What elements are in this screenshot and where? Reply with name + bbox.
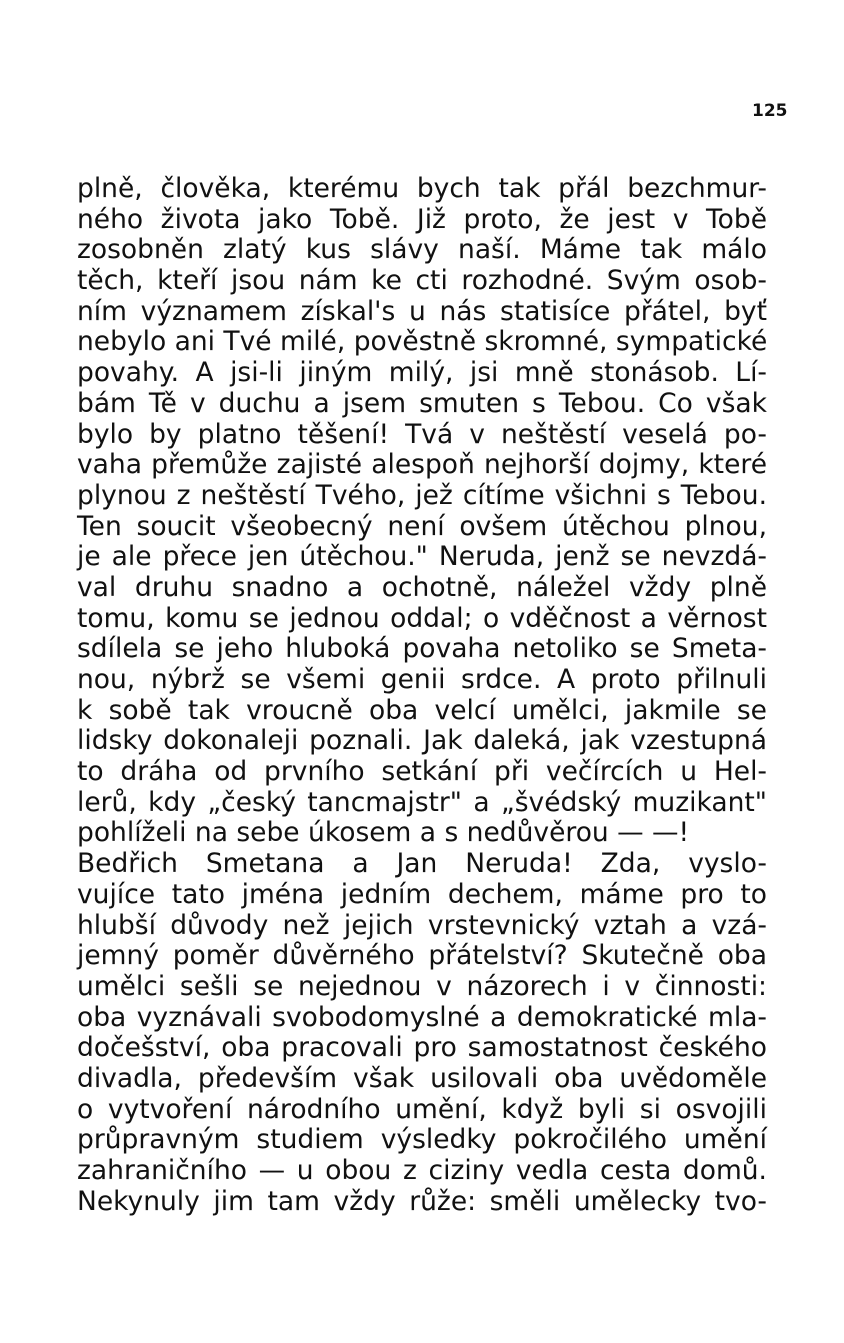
text-line: je ale přece jen útěchou." Neruda, jenž se nevzdá-	[77, 541, 767, 573]
text-line: ním významem získal's u nás statisíce přátel, byť	[77, 295, 767, 327]
text-line: vujíce tato jména jedním dechem, máme pro to	[77, 878, 767, 910]
text-line: těch, kteří jsou nám ke cti rozhodné. Svým osob-	[77, 265, 767, 297]
text-line: nou, nýbrž se všemi genii srdce. A proto přilnuli	[77, 664, 767, 695]
text-line: zahraničního — u obou z ciziny vedla cesta domů.	[77, 1155, 767, 1186]
text-line: jemný poměr důvěrného přátelství? Skutečně oba	[77, 940, 767, 972]
paragraph-start-line: Bedřich Smetana a Jan Neruda! Zda, vyslo-	[77, 848, 767, 880]
text-line: plynou z neštěstí Tvého, jež cítíme všichni s Tebou.	[77, 479, 767, 511]
text-line: dočešství, oba pracovali pro samostatnost českého	[77, 1032, 767, 1064]
text-line: sdílela se jeho hluboká povaha netoliko se Smeta-	[77, 633, 767, 665]
text-line: divadla, především však usilovali oba uvědoměle	[77, 1062, 767, 1094]
text-line: bám Tě v duchu a jsem smuten s Tebou. Co však	[77, 387, 767, 419]
text-line: o vytvoření národního umění, když byli si osvojili	[77, 1093, 767, 1125]
text-line: tomu, komu se jednou oddal; o vděčnost a věrnost	[77, 602, 767, 634]
text-line: oba vyznávali svobodomyslné a demokratické mla-	[77, 1001, 767, 1033]
text-line: nebylo ani Tvé milé, pověstně skromné, sympatické	[77, 326, 768, 358]
text-line: zosobněn zlatý kus slávy naší. Máme tak málo	[77, 234, 767, 266]
text-line: plně, člověka, kterému bych tak přál bezchmur-	[77, 173, 767, 204]
text-line: bylo by platno těšení! Tvá v neštěstí veselá po-	[77, 418, 767, 450]
page-number: 125	[752, 101, 788, 121]
text-line: k sobě tak vroucně oba velcí umělci, jakmile se	[77, 694, 767, 726]
text-line: ného života jako Tobě. Již proto, že jest v Tobě	[77, 203, 767, 235]
body-text	[77, 174, 767, 1217]
text-line: povahy. A jsi-li jiným milý, jsi mně stonásob. Lí-	[77, 357, 767, 389]
text-line: hlubší důvody než jejich vrstevnický vztah a vzá-	[77, 909, 767, 941]
text-line: umělci sešli se nejednou v názorech i v činnosti:	[77, 970, 767, 1002]
text-line: Nekynuly jim tam vždy růže: směli umělecky tvo-	[77, 1185, 767, 1217]
text-line: průpravným studiem výsledky pokročilého umění	[77, 1124, 767, 1156]
text-line: lerů, kdy „český tancmajstr" a „švédský muzikant"	[77, 786, 767, 818]
text-line: Ten soucit všeobecný není ovšem útěchou plnou,	[77, 510, 767, 542]
paragraph-end-line: pohlíželi na sebe úkosem a s nedůvěrou — —!	[77, 817, 690, 849]
text-line: val druhu snadno a ochotně, náležel vždy plně	[77, 571, 767, 603]
text-line: to dráha od prvního setkání při večírcích u Hel-	[77, 756, 767, 788]
text-line: vaha přemůže zajisté alespoň nejhorší dojmy, které	[77, 449, 767, 481]
text-line: lidsky dokonaleji poznali. Jak daleká, jak vzestupná	[77, 725, 767, 757]
